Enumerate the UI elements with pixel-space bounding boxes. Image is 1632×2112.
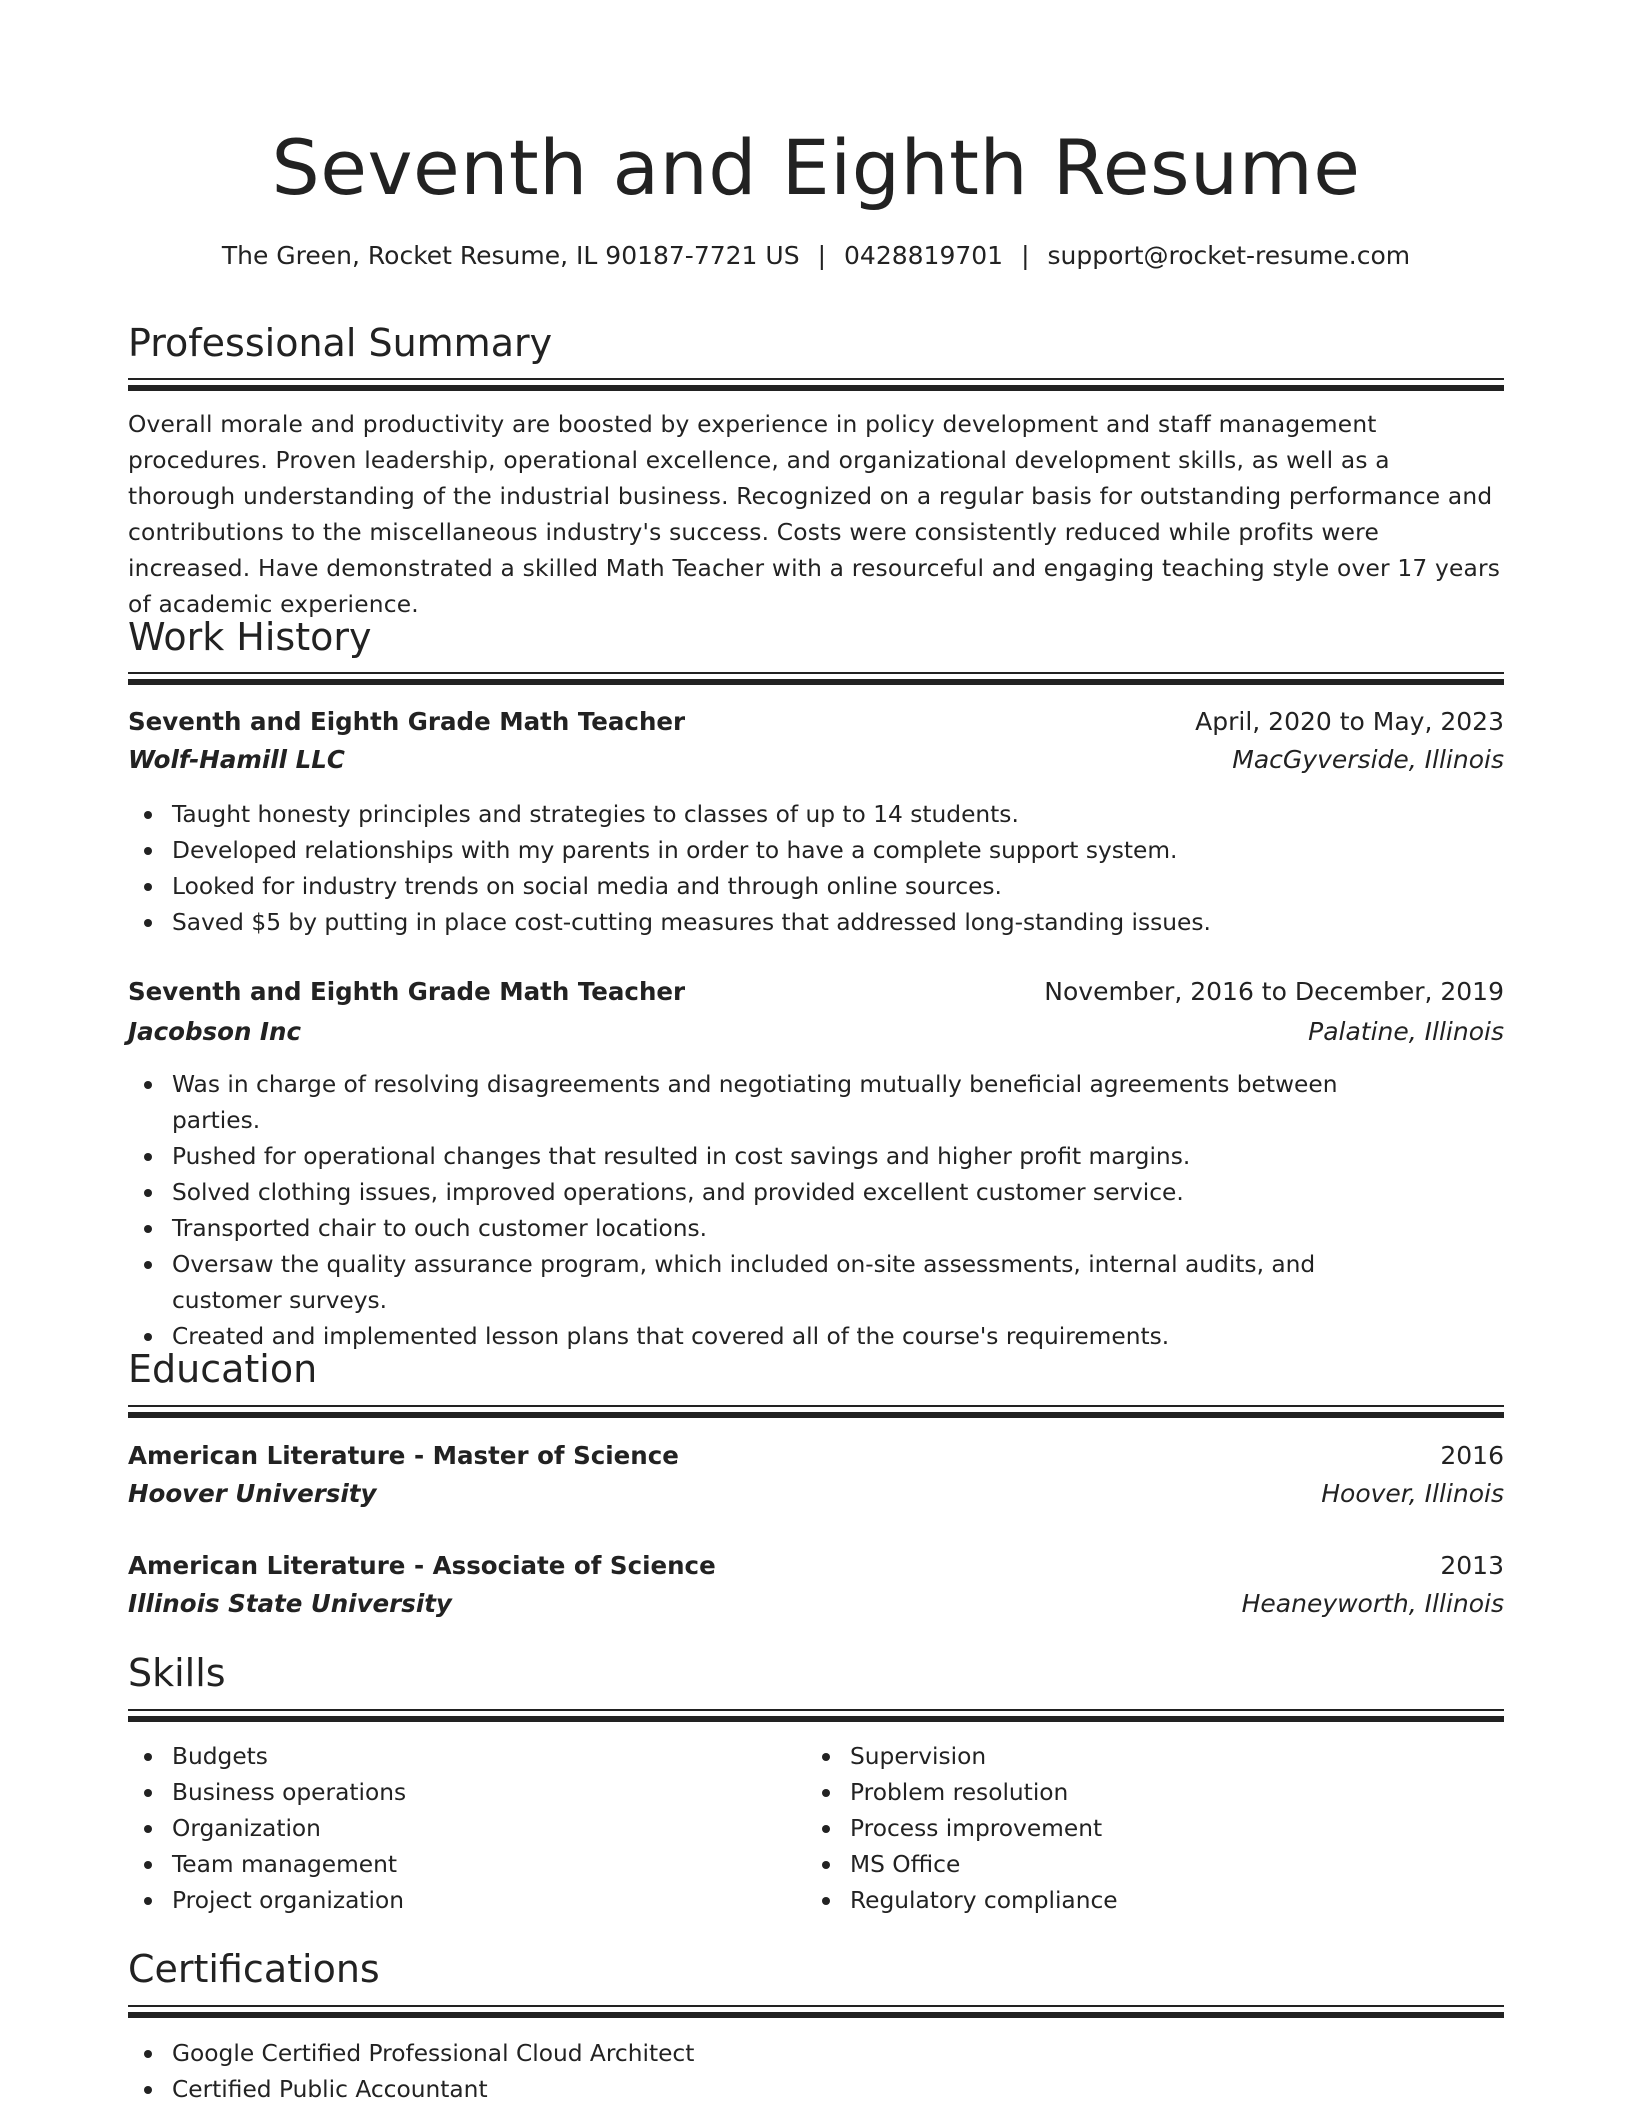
contact-phone: 0428819701 <box>844 241 1004 270</box>
contact-line <box>128 238 1504 274</box>
list-item: Taught honesty principles and strategies to classes of up to 14 students. <box>128 797 1504 833</box>
list-item: Business operations <box>128 1775 768 1811</box>
job-bullets <box>128 797 1504 941</box>
job-company: Jacobson Inc <box>128 1017 302 1046</box>
education-location: Hoover, Illinois <box>1321 1479 1504 1508</box>
education-year: 2013 <box>1440 1551 1504 1580</box>
section-divider <box>128 1405 1504 1418</box>
list-item: Oversaw the quality assurance program, which included on-site assessments, internal audits, and customer surveys. <box>128 1247 1428 1319</box>
list-item: Developed relationships with my parents in order to have a complete support system. <box>128 833 1504 869</box>
job-position: Seventh and Eighth Grade Math Teacher <box>128 707 686 736</box>
list-item: Certified Public Accountant <box>128 2072 1504 2108</box>
list-item: Transported chair to ouch customer locations. <box>128 1211 1428 1247</box>
contact-separator: | <box>817 241 827 270</box>
section-title-certifications: Certifications <box>128 1947 380 1991</box>
list-item: Supervision <box>806 1739 1446 1775</box>
list-item: Budgets <box>128 1739 768 1775</box>
section-divider <box>128 1709 1504 1722</box>
section-divider <box>128 378 1504 391</box>
education-header <box>128 1548 1504 1584</box>
contact-address: The Green, Rocket Resume, IL 90187-7721 US <box>221 241 800 270</box>
education-location: Heaneyworth, Illinois <box>1241 1589 1504 1618</box>
resume-name: Seventh and Eighth Resume <box>271 123 1361 212</box>
job-company: Wolf-Hamill LLC <box>128 745 345 774</box>
list-item: Created and implemented lesson plans that covered all of the course's requirements. <box>128 1319 1428 1355</box>
list-item: MS Office <box>806 1847 1446 1883</box>
education-school: Illinois State University <box>128 1589 452 1618</box>
list-item: Process improvement <box>806 1811 1446 1847</box>
job-header <box>128 704 1504 740</box>
job-location: Palatine, Illinois <box>1308 1017 1504 1046</box>
education-degree: American Literature - Master of Science <box>128 1441 679 1470</box>
skills-list-left <box>128 1739 768 1919</box>
list-item: Project organization <box>128 1883 768 1919</box>
section-title-education: Education <box>128 1347 318 1391</box>
job-dates: November, 2016 to December, 2019 <box>1044 977 1504 1006</box>
section-title-skills: Skills <box>128 1651 226 1695</box>
list-item: Regulatory compliance <box>806 1883 1446 1919</box>
certifications-list <box>128 2036 1504 2108</box>
education-school: Hoover University <box>128 1479 377 1508</box>
job-dates: April, 2020 to May, 2023 <box>1195 707 1504 736</box>
education-degree: American Literature - Associate of Science <box>128 1551 716 1580</box>
education-subheader <box>128 1476 1504 1512</box>
section-divider <box>128 672 1504 685</box>
contact-separator: | <box>1021 241 1030 270</box>
list-item: Saved $5 by putting in place cost-cutting measures that addressed long-standing issues. <box>128 905 1504 941</box>
list-item: Problem resolution <box>806 1775 1446 1811</box>
summary-text: Overall morale and productivity are boosted by experience in policy development and staff management procedures. Proven leadership, operational excellence, and organizational development skills, as well as a thorough understanding of the industrial business. Recognized on a regular basis for outstanding performance and contributions to the miscellaneous industry's success. Costs were consistently reduced while profits were increased. Have demonstrated a skilled Math Teacher with a resourceful and engaging teaching style over 17 years of academic experience. <box>128 411 1501 618</box>
job-location: MacGyverside, Illinois <box>1232 745 1504 774</box>
contact-email: support@rocket-resume.com <box>1047 241 1411 270</box>
job-header <box>128 974 1504 1010</box>
skills-list-right <box>806 1739 1446 1919</box>
education-year: 2016 <box>1440 1441 1504 1470</box>
job-subheader <box>128 742 1504 778</box>
list-item: Was in charge of resolving disagreements and negotiating mutually beneficial agreements between parties. <box>128 1067 1428 1139</box>
list-item: Organization <box>128 1811 768 1847</box>
job-bullets <box>128 1067 1428 1355</box>
job-subheader <box>128 1014 1504 1050</box>
section-title-summary: Professional Summary <box>128 321 553 365</box>
job-position: Seventh and Eighth Grade Math Teacher <box>128 977 686 1006</box>
education-subheader <box>128 1586 1504 1622</box>
list-item: Pushed for operational changes that resulted in cost savings and higher profit margins. <box>128 1139 1428 1175</box>
section-title-work-history: Work History <box>128 615 372 659</box>
list-item: Google Certified Professional Cloud Architect <box>128 2036 1504 2072</box>
list-item: Team management <box>128 1847 768 1883</box>
list-item: Looked for industry trends on social media and through online sources. <box>128 869 1504 905</box>
education-header <box>128 1438 1504 1474</box>
section-divider <box>128 2005 1504 2018</box>
list-item: Solved clothing issues, improved operations, and provided excellent customer service. <box>128 1175 1428 1211</box>
